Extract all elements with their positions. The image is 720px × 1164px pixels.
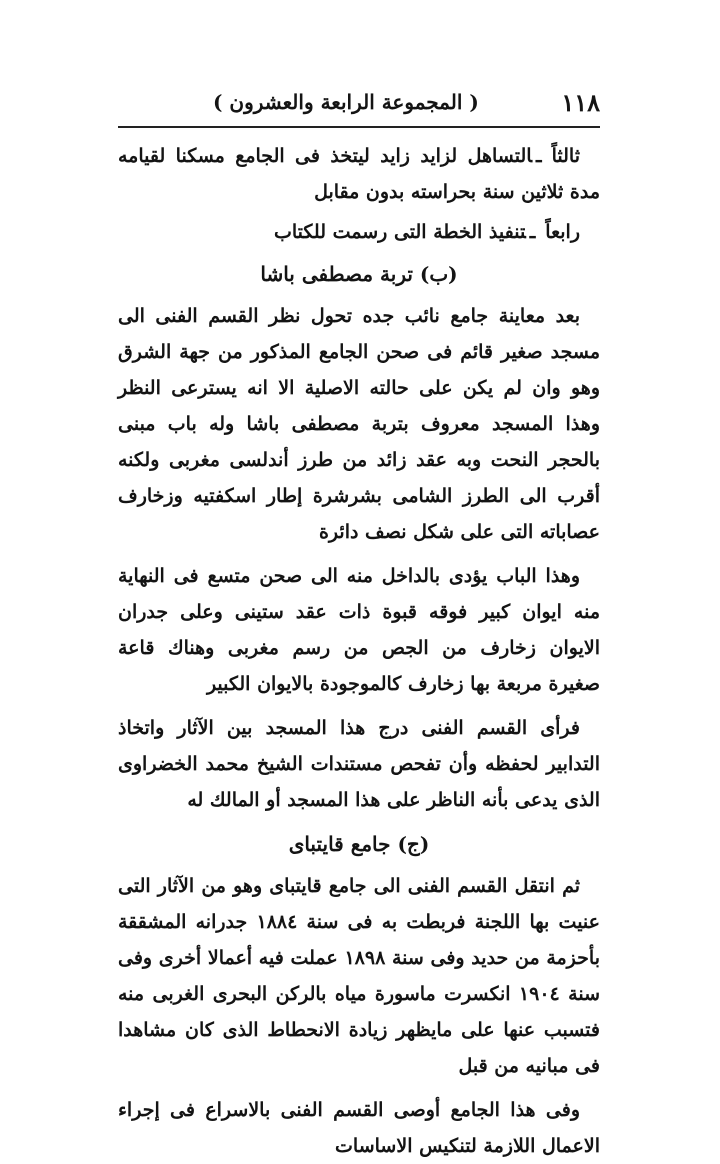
page-body [118, 138, 600, 1164]
list-item-label: ثالثاً [551, 145, 580, 167]
list-item-fourth [118, 214, 600, 250]
paragraph: ثم انتقل القسم الفنى الى جامع قايتباى وهو من الآثار التى عنيت بها اللجنة فربطت به فى سنة ١٨٨٤ جدرانه المشققة بأحزمة من حديد وفى سنة ١٨٩٨ عملت فيه أعمالا أخرى وفى سنة ١٩٠٤ انكسرت ماسورة مياه بالركن البحرى الغربى منه فتسبب عنها على مايظهر زيادة الانحطاط الذى كان مشاهدا فى مبانيه من قبل [118, 875, 600, 1077]
section-heading-b: (ب) تربة مصطفى باشا [260, 262, 458, 286]
paragraph: وفى هذا الجامع أوصى القسم الفنى بالاسراع فى إجراء الاعمال اللازمة لتنكيس الاساسات [118, 1099, 600, 1157]
dash-separator: ـ [529, 221, 536, 243]
paragraph: وهذا الباب يؤدى بالداخل منه الى صحن متسع فى النهاية منه ايوان كبير فوقه قبوة ذات عقد ستينى وعلى جدران الايوان زخارف من الجص من رسم مغربى وهناك قاعة صغيرة مربعة بها زخارف كالموجودة بالايوان الكبير [118, 565, 600, 695]
page-number: ١١٨ [561, 88, 600, 117]
list-item-text: تنفيذ الخطة التى رسمت للكتاب [274, 221, 526, 243]
section-heading-c: (ج) جامع قايتباى [288, 832, 430, 856]
list-item-text: التساهل لزايد زايد ليتخذ فى الجامع مسكنا لقيامه مدة ثلاثين سنة بحراسته بدون مقابل [118, 145, 600, 203]
list-item-third [118, 138, 600, 210]
dash-separator: ـ [536, 145, 542, 167]
paragraph: بعد معاينة جامع نائب جده تحول نظر القسم الفنى الى مسجد صغير قائم فى صحن الجامع المذكور من جهة الشرق وهو وان لم يكن على حالته الاصلية الا انه يسترعى النظر وهذا المسجد معروف بتربة مصطفى باشا وله باب مبنى بالحجر النحت وبه عقد زائد من طرز أندلسى مغربى ولكنه أقرب الى الطرز الشامى بشرشرة إطار اسكفتيه وزخارف عصاباته التى على شكل نصف دائرة [118, 305, 600, 543]
paragraph: فرأى القسم الفنى درج هذا المسجد بين الآثار واتخاذ التدابير لحفظه وأن تفحص مستندات الشيخ محمد الخضراوى الذى يدعى بأنه الناظر على هذا المسجد أو المالك له [118, 717, 600, 811]
list-item-label: رابعاً [545, 221, 580, 243]
running-head: ( المجموعة الرابعة والعشرون ) [213, 90, 479, 114]
page-header [118, 86, 600, 128]
